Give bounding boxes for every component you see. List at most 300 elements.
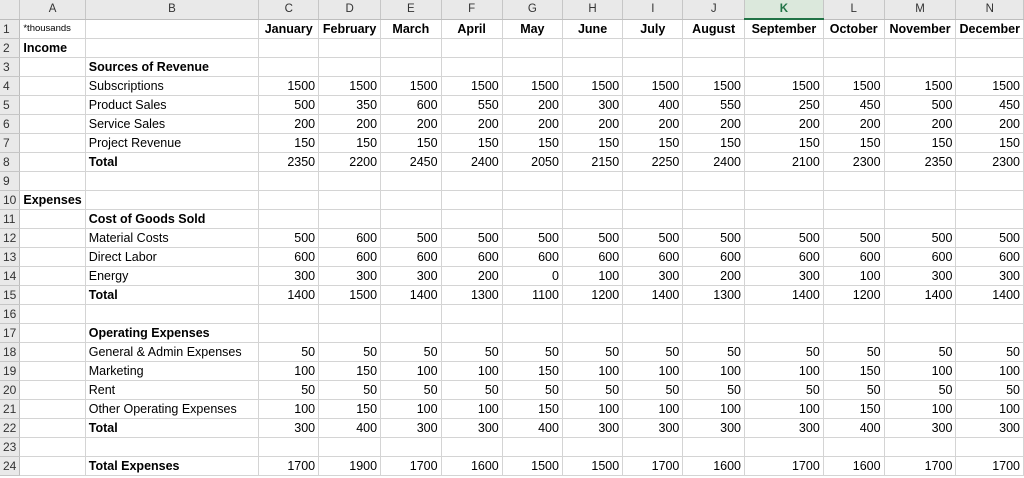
value-cell[interactable] xyxy=(441,191,502,210)
value-cell[interactable]: 350 xyxy=(319,96,381,115)
value-cell[interactable]: 300 xyxy=(562,96,622,115)
value-cell[interactable]: 600 xyxy=(502,248,562,267)
cell-a11[interactable] xyxy=(20,210,85,229)
cell-a23[interactable] xyxy=(20,438,85,457)
value-cell[interactable] xyxy=(381,438,441,457)
value-cell[interactable]: 150 xyxy=(823,134,884,153)
value-cell[interactable]: 1400 xyxy=(956,286,1024,305)
value-cell[interactable]: 50 xyxy=(623,381,683,400)
value-cell[interactable] xyxy=(823,305,884,324)
value-cell[interactable]: 500 xyxy=(823,229,884,248)
value-cell[interactable] xyxy=(502,191,562,210)
value-cell[interactable]: 1400 xyxy=(381,286,441,305)
cell-a13[interactable] xyxy=(20,248,85,267)
value-cell[interactable] xyxy=(259,210,319,229)
cell-a24[interactable] xyxy=(20,457,85,476)
cell-a10[interactable]: Expenses xyxy=(20,191,85,210)
value-cell[interactable] xyxy=(683,191,745,210)
row-header-9[interactable]: 9 xyxy=(0,172,20,191)
value-cell[interactable] xyxy=(319,305,381,324)
value-cell[interactable] xyxy=(683,39,745,58)
cell-b15[interactable]: Total xyxy=(85,286,259,305)
value-cell[interactable]: 200 xyxy=(745,115,824,134)
value-cell[interactable]: 1100 xyxy=(502,286,562,305)
value-cell[interactable] xyxy=(823,191,884,210)
value-cell[interactable] xyxy=(502,58,562,77)
value-cell[interactable] xyxy=(884,172,956,191)
value-cell[interactable]: 300 xyxy=(381,267,441,286)
value-cell[interactable]: 150 xyxy=(683,134,745,153)
value-cell[interactable]: 500 xyxy=(745,229,824,248)
value-cell[interactable]: 200 xyxy=(441,115,502,134)
value-cell[interactable] xyxy=(956,210,1024,229)
value-cell[interactable]: 250 xyxy=(745,96,824,115)
value-cell[interactable] xyxy=(623,172,683,191)
value-cell[interactable]: 100 xyxy=(683,400,745,419)
value-cell[interactable]: 150 xyxy=(884,134,956,153)
month-header-april[interactable]: April xyxy=(441,19,502,39)
value-cell[interactable] xyxy=(683,324,745,343)
value-cell[interactable] xyxy=(381,210,441,229)
value-cell[interactable]: 600 xyxy=(683,248,745,267)
value-cell[interactable]: 300 xyxy=(956,267,1024,286)
row-header-4[interactable]: 4 xyxy=(0,77,20,96)
cell-a8[interactable] xyxy=(20,153,85,172)
value-cell[interactable] xyxy=(884,39,956,58)
column-header-j[interactable]: J xyxy=(683,0,745,19)
cell-b3[interactable]: Sources of Revenue xyxy=(85,58,259,77)
value-cell[interactable]: 100 xyxy=(259,400,319,419)
value-cell[interactable]: 50 xyxy=(319,381,381,400)
value-cell[interactable]: 1300 xyxy=(683,286,745,305)
value-cell[interactable] xyxy=(562,172,622,191)
value-cell[interactable]: 50 xyxy=(441,381,502,400)
column-header-c[interactable]: C xyxy=(259,0,319,19)
value-cell[interactable]: 600 xyxy=(956,248,1024,267)
cell-a7[interactable] xyxy=(20,134,85,153)
month-header-august[interactable]: August xyxy=(683,19,745,39)
value-cell[interactable] xyxy=(745,191,824,210)
value-cell[interactable]: 500 xyxy=(381,229,441,248)
value-cell[interactable]: 1600 xyxy=(823,457,884,476)
value-cell[interactable]: 1500 xyxy=(823,77,884,96)
value-cell[interactable]: 1700 xyxy=(623,457,683,476)
row-header-3[interactable]: 3 xyxy=(0,58,20,77)
value-cell[interactable] xyxy=(562,191,622,210)
cell-b8[interactable]: Total xyxy=(85,153,259,172)
column-header-a[interactable]: A xyxy=(20,0,85,19)
value-cell[interactable] xyxy=(623,191,683,210)
value-cell[interactable] xyxy=(562,210,622,229)
row-header-18[interactable]: 18 xyxy=(0,343,20,362)
value-cell[interactable]: 1700 xyxy=(884,457,956,476)
value-cell[interactable]: 150 xyxy=(823,400,884,419)
value-cell[interactable] xyxy=(562,305,622,324)
cell-b6[interactable]: Service Sales xyxy=(85,115,259,134)
value-cell[interactable]: 50 xyxy=(319,343,381,362)
value-cell[interactable]: 500 xyxy=(683,229,745,248)
value-cell[interactable]: 1500 xyxy=(441,77,502,96)
value-cell[interactable] xyxy=(319,210,381,229)
value-cell[interactable]: 100 xyxy=(683,362,745,381)
value-cell[interactable]: 50 xyxy=(259,343,319,362)
row-header-1[interactable]: 1 xyxy=(0,19,20,39)
select-all-corner[interactable] xyxy=(0,0,20,19)
cell-a9[interactable] xyxy=(20,172,85,191)
value-cell[interactable] xyxy=(884,58,956,77)
value-cell[interactable] xyxy=(381,172,441,191)
value-cell[interactable]: 1500 xyxy=(319,77,381,96)
value-cell[interactable] xyxy=(683,438,745,457)
value-cell[interactable]: 150 xyxy=(502,134,562,153)
value-cell[interactable]: 1500 xyxy=(502,77,562,96)
value-cell[interactable]: 1600 xyxy=(441,457,502,476)
cell-b14[interactable]: Energy xyxy=(85,267,259,286)
value-cell[interactable] xyxy=(502,438,562,457)
value-cell[interactable]: 100 xyxy=(745,362,824,381)
value-cell[interactable] xyxy=(823,39,884,58)
month-header-march[interactable]: March xyxy=(381,19,441,39)
value-cell[interactable]: 150 xyxy=(562,134,622,153)
value-cell[interactable] xyxy=(562,58,622,77)
value-cell[interactable]: 200 xyxy=(502,96,562,115)
value-cell[interactable]: 1200 xyxy=(823,286,884,305)
column-header-e[interactable]: E xyxy=(381,0,441,19)
row-header-17[interactable]: 17 xyxy=(0,324,20,343)
value-cell[interactable]: 150 xyxy=(502,362,562,381)
cell-a6[interactable] xyxy=(20,115,85,134)
value-cell[interactable] xyxy=(441,210,502,229)
value-cell[interactable]: 1400 xyxy=(884,286,956,305)
value-cell[interactable] xyxy=(823,210,884,229)
value-cell[interactable]: 150 xyxy=(502,400,562,419)
value-cell[interactable]: 300 xyxy=(319,267,381,286)
cell-b10[interactable] xyxy=(85,191,259,210)
value-cell[interactable] xyxy=(441,305,502,324)
value-cell[interactable]: 600 xyxy=(823,248,884,267)
value-cell[interactable]: 100 xyxy=(956,362,1024,381)
value-cell[interactable]: 500 xyxy=(884,96,956,115)
cell-b5[interactable]: Product Sales xyxy=(85,96,259,115)
value-cell[interactable] xyxy=(683,210,745,229)
value-cell[interactable]: 2350 xyxy=(884,153,956,172)
value-cell[interactable]: 300 xyxy=(884,267,956,286)
row-header-16[interactable]: 16 xyxy=(0,305,20,324)
value-cell[interactable]: 50 xyxy=(381,381,441,400)
row-header-22[interactable]: 22 xyxy=(0,419,20,438)
value-cell[interactable]: 150 xyxy=(823,362,884,381)
value-cell[interactable]: 300 xyxy=(562,419,622,438)
value-cell[interactable]: 450 xyxy=(956,96,1024,115)
value-cell[interactable] xyxy=(441,58,502,77)
value-cell[interactable] xyxy=(745,39,824,58)
cell-a2[interactable]: Income xyxy=(20,39,85,58)
value-cell[interactable]: 50 xyxy=(441,343,502,362)
value-cell[interactable]: 500 xyxy=(562,229,622,248)
value-cell[interactable]: 550 xyxy=(683,96,745,115)
value-cell[interactable]: 50 xyxy=(381,343,441,362)
value-cell[interactable]: 200 xyxy=(623,115,683,134)
value-cell[interactable]: 150 xyxy=(441,134,502,153)
cell-a22[interactable] xyxy=(20,419,85,438)
value-cell[interactable]: 600 xyxy=(745,248,824,267)
value-cell[interactable] xyxy=(745,172,824,191)
value-cell[interactable]: 50 xyxy=(683,381,745,400)
month-header-may[interactable]: May xyxy=(502,19,562,39)
month-header-july[interactable]: July xyxy=(623,19,683,39)
value-cell[interactable]: 600 xyxy=(319,248,381,267)
column-header-h[interactable]: H xyxy=(562,0,622,19)
cell-b13[interactable]: Direct Labor xyxy=(85,248,259,267)
value-cell[interactable]: 100 xyxy=(884,400,956,419)
cell-a20[interactable] xyxy=(20,381,85,400)
row-header-6[interactable]: 6 xyxy=(0,115,20,134)
value-cell[interactable]: 1600 xyxy=(683,457,745,476)
value-cell[interactable]: 200 xyxy=(956,115,1024,134)
row-header-15[interactable]: 15 xyxy=(0,286,20,305)
value-cell[interactable]: 50 xyxy=(745,343,824,362)
cell-b4[interactable]: Subscriptions xyxy=(85,77,259,96)
value-cell[interactable] xyxy=(259,438,319,457)
value-cell[interactable]: 2350 xyxy=(259,153,319,172)
value-cell[interactable]: 1500 xyxy=(381,77,441,96)
value-cell[interactable] xyxy=(956,438,1024,457)
cell-b20[interactable]: Rent xyxy=(85,381,259,400)
value-cell[interactable]: 600 xyxy=(623,248,683,267)
value-cell[interactable]: 400 xyxy=(823,419,884,438)
value-cell[interactable] xyxy=(683,305,745,324)
value-cell[interactable] xyxy=(562,39,622,58)
value-cell[interactable]: 50 xyxy=(259,381,319,400)
value-cell[interactable] xyxy=(683,58,745,77)
cell-b18[interactable]: General & Admin Expenses xyxy=(85,343,259,362)
value-cell[interactable] xyxy=(319,58,381,77)
value-cell[interactable]: 2450 xyxy=(381,153,441,172)
value-cell[interactable] xyxy=(623,39,683,58)
value-cell[interactable]: 2200 xyxy=(319,153,381,172)
month-header-june[interactable]: June xyxy=(562,19,622,39)
value-cell[interactable]: 1700 xyxy=(381,457,441,476)
value-cell[interactable]: 100 xyxy=(441,362,502,381)
value-cell[interactable] xyxy=(884,305,956,324)
value-cell[interactable]: 550 xyxy=(441,96,502,115)
value-cell[interactable] xyxy=(319,172,381,191)
value-cell[interactable]: 200 xyxy=(683,267,745,286)
row-header-8[interactable]: 8 xyxy=(0,153,20,172)
column-header-g[interactable]: G xyxy=(502,0,562,19)
value-cell[interactable]: 1200 xyxy=(562,286,622,305)
row-header-2[interactable]: 2 xyxy=(0,39,20,58)
cell-a1[interactable]: *thousands xyxy=(20,19,85,39)
value-cell[interactable] xyxy=(823,172,884,191)
value-cell[interactable]: 1300 xyxy=(441,286,502,305)
month-header-december[interactable]: December xyxy=(956,19,1024,39)
value-cell[interactable] xyxy=(823,58,884,77)
value-cell[interactable]: 1400 xyxy=(259,286,319,305)
value-cell[interactable]: 100 xyxy=(381,362,441,381)
value-cell[interactable]: 1500 xyxy=(956,77,1024,96)
value-cell[interactable]: 2300 xyxy=(956,153,1024,172)
value-cell[interactable]: 1500 xyxy=(745,77,824,96)
value-cell[interactable] xyxy=(623,438,683,457)
value-cell[interactable] xyxy=(319,191,381,210)
value-cell[interactable]: 50 xyxy=(823,343,884,362)
row-header-20[interactable]: 20 xyxy=(0,381,20,400)
value-cell[interactable] xyxy=(502,172,562,191)
value-cell[interactable] xyxy=(884,210,956,229)
value-cell[interactable]: 600 xyxy=(381,96,441,115)
value-cell[interactable]: 200 xyxy=(683,115,745,134)
value-cell[interactable] xyxy=(259,191,319,210)
cell-a4[interactable] xyxy=(20,77,85,96)
value-cell[interactable] xyxy=(956,39,1024,58)
value-cell[interactable]: 150 xyxy=(259,134,319,153)
row-header-11[interactable]: 11 xyxy=(0,210,20,229)
value-cell[interactable]: 1500 xyxy=(623,77,683,96)
cell-a5[interactable] xyxy=(20,96,85,115)
value-cell[interactable]: 1900 xyxy=(319,457,381,476)
column-header-i[interactable]: I xyxy=(623,0,683,19)
cell-a14[interactable] xyxy=(20,267,85,286)
cell-b2[interactable] xyxy=(85,39,259,58)
cell-b24[interactable]: Total Expenses xyxy=(85,457,259,476)
value-cell[interactable]: 600 xyxy=(562,248,622,267)
value-cell[interactable]: 300 xyxy=(745,419,824,438)
column-header-b[interactable]: B xyxy=(85,0,259,19)
cell-a18[interactable] xyxy=(20,343,85,362)
value-cell[interactable]: 500 xyxy=(259,229,319,248)
value-cell[interactable]: 150 xyxy=(319,400,381,419)
value-cell[interactable] xyxy=(956,191,1024,210)
value-cell[interactable]: 300 xyxy=(745,267,824,286)
value-cell[interactable]: 200 xyxy=(381,115,441,134)
value-cell[interactable]: 200 xyxy=(259,115,319,134)
month-header-february[interactable]: February xyxy=(319,19,381,39)
value-cell[interactable]: 2400 xyxy=(683,153,745,172)
value-cell[interactable]: 1700 xyxy=(956,457,1024,476)
value-cell[interactable] xyxy=(441,172,502,191)
column-header-d[interactable]: D xyxy=(319,0,381,19)
value-cell[interactable]: 50 xyxy=(562,343,622,362)
value-cell[interactable] xyxy=(259,305,319,324)
value-cell[interactable]: 1500 xyxy=(683,77,745,96)
value-cell[interactable]: 50 xyxy=(502,343,562,362)
value-cell[interactable]: 600 xyxy=(259,248,319,267)
value-cell[interactable] xyxy=(381,191,441,210)
value-cell[interactable]: 150 xyxy=(381,134,441,153)
value-cell[interactable]: 1500 xyxy=(562,77,622,96)
value-cell[interactable]: 0 xyxy=(502,267,562,286)
value-cell[interactable]: 1500 xyxy=(884,77,956,96)
value-cell[interactable] xyxy=(745,58,824,77)
cell-b22[interactable]: Total xyxy=(85,419,259,438)
value-cell[interactable]: 300 xyxy=(884,419,956,438)
cell-b1[interactable] xyxy=(85,19,259,39)
value-cell[interactable]: 1500 xyxy=(259,77,319,96)
value-cell[interactable] xyxy=(259,39,319,58)
value-cell[interactable] xyxy=(745,324,824,343)
value-cell[interactable]: 100 xyxy=(823,267,884,286)
value-cell[interactable]: 100 xyxy=(623,362,683,381)
value-cell[interactable]: 100 xyxy=(562,267,622,286)
value-cell[interactable] xyxy=(502,39,562,58)
value-cell[interactable] xyxy=(956,324,1024,343)
value-cell[interactable]: 50 xyxy=(956,343,1024,362)
value-cell[interactable] xyxy=(683,172,745,191)
value-cell[interactable]: 200 xyxy=(319,115,381,134)
column-header-k[interactable]: K xyxy=(745,0,824,19)
value-cell[interactable]: 600 xyxy=(884,248,956,267)
value-cell[interactable]: 500 xyxy=(502,229,562,248)
value-cell[interactable] xyxy=(259,58,319,77)
cell-b9[interactable] xyxy=(85,172,259,191)
value-cell[interactable] xyxy=(745,438,824,457)
value-cell[interactable]: 600 xyxy=(381,248,441,267)
value-cell[interactable]: 100 xyxy=(884,362,956,381)
value-cell[interactable]: 1500 xyxy=(502,457,562,476)
value-cell[interactable]: 100 xyxy=(562,362,622,381)
value-cell[interactable]: 300 xyxy=(259,267,319,286)
value-cell[interactable]: 100 xyxy=(745,400,824,419)
value-cell[interactable]: 1400 xyxy=(623,286,683,305)
value-cell[interactable] xyxy=(319,324,381,343)
value-cell[interactable]: 200 xyxy=(502,115,562,134)
value-cell[interactable]: 50 xyxy=(745,381,824,400)
value-cell[interactable]: 150 xyxy=(319,362,381,381)
cell-a3[interactable] xyxy=(20,58,85,77)
value-cell[interactable]: 2100 xyxy=(745,153,824,172)
value-cell[interactable]: 200 xyxy=(562,115,622,134)
value-cell[interactable]: 400 xyxy=(319,419,381,438)
value-cell[interactable]: 200 xyxy=(823,115,884,134)
value-cell[interactable]: 300 xyxy=(441,419,502,438)
value-cell[interactable]: 500 xyxy=(441,229,502,248)
row-header-21[interactable]: 21 xyxy=(0,400,20,419)
value-cell[interactable] xyxy=(956,305,1024,324)
value-cell[interactable]: 2400 xyxy=(441,153,502,172)
value-cell[interactable]: 150 xyxy=(745,134,824,153)
month-header-november[interactable]: November xyxy=(884,19,956,39)
cell-b12[interactable]: Material Costs xyxy=(85,229,259,248)
column-header-m[interactable]: M xyxy=(884,0,956,19)
value-cell[interactable] xyxy=(823,438,884,457)
cell-a15[interactable] xyxy=(20,286,85,305)
row-header-13[interactable]: 13 xyxy=(0,248,20,267)
cell-a12[interactable] xyxy=(20,229,85,248)
value-cell[interactable]: 100 xyxy=(441,400,502,419)
value-cell[interactable]: 300 xyxy=(623,267,683,286)
value-cell[interactable]: 300 xyxy=(683,419,745,438)
value-cell[interactable] xyxy=(381,58,441,77)
value-cell[interactable] xyxy=(884,191,956,210)
column-header-f[interactable]: F xyxy=(441,0,502,19)
value-cell[interactable] xyxy=(956,172,1024,191)
month-header-january[interactable]: January xyxy=(259,19,319,39)
value-cell[interactable]: 100 xyxy=(623,400,683,419)
value-cell[interactable]: 450 xyxy=(823,96,884,115)
value-cell[interactable]: 50 xyxy=(884,343,956,362)
column-header-l[interactable]: L xyxy=(823,0,884,19)
value-cell[interactable] xyxy=(502,210,562,229)
cell-b16[interactable] xyxy=(85,305,259,324)
column-header-n[interactable]: N xyxy=(956,0,1024,19)
value-cell[interactable] xyxy=(441,324,502,343)
value-cell[interactable]: 2050 xyxy=(502,153,562,172)
value-cell[interactable]: 2250 xyxy=(623,153,683,172)
value-cell[interactable] xyxy=(441,39,502,58)
value-cell[interactable]: 100 xyxy=(956,400,1024,419)
value-cell[interactable] xyxy=(745,305,824,324)
